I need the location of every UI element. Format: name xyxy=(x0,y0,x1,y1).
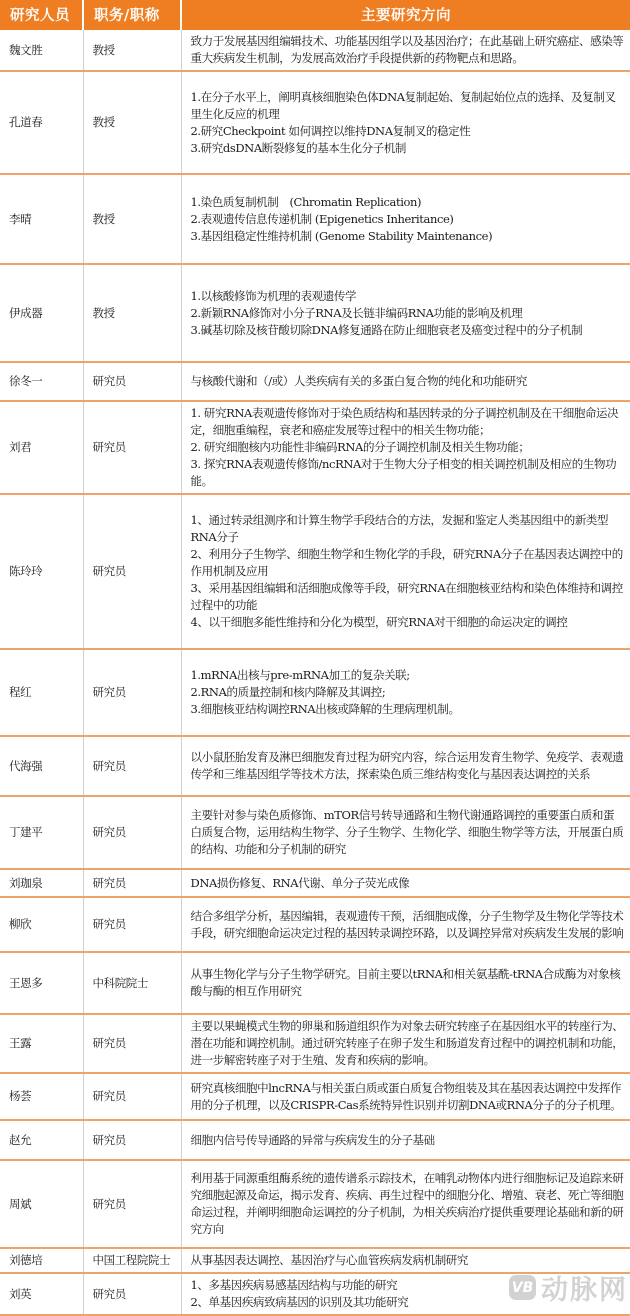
direction-line: 4、以干细胞多能性维持和分化为模型，研究RNA对干细胞的命运决定的调控 xyxy=(190,615,568,629)
researcher-name: 徐冬一 xyxy=(0,362,83,401)
research-direction-cell xyxy=(181,401,630,494)
table-row xyxy=(0,71,630,174)
researcher-title: 教授 xyxy=(83,174,181,264)
column-header-researcher: 研究人员 xyxy=(0,0,83,30)
researcher-name: 刘德培 xyxy=(0,1248,83,1273)
researcher-title: 研究员 xyxy=(83,401,181,494)
direction-line: 致力于发展基因组编辑技术、功能基因组学以及基因治疗；在此基础上研究癌症、感染等重大疾病发生机制，为发展高效治疗手段提供新的药物靶点和思路。 xyxy=(190,34,624,65)
direction-line: 细胞内信号传导通路的异常与疾病发生的分子基础 xyxy=(190,1132,435,1147)
table-row xyxy=(0,897,630,952)
researcher-title: 研究员 xyxy=(83,1014,181,1073)
researcher-title: 研究员 xyxy=(83,897,181,952)
researcher-title: 研究员 xyxy=(83,869,181,897)
direction-line: 3. 探究RNA表观遗传修饰/ncRNA对于生物大分子相变的相关调控机制及相应的生物功能。 xyxy=(190,457,617,488)
researcher-title: 研究员 xyxy=(83,736,181,796)
research-direction-cell xyxy=(181,649,630,736)
researcher-name: 魏文胜 xyxy=(0,30,83,71)
direction-line: 主要针对参与染色质修饰、mTOR信号转导通路和生物代谢通路调控的重要蛋白质和蛋白质复合物，运用结构生物学、分子生物学、生物化学、细胞生物学等方法，开展蛋白质的结构、功能和分子机制的研究 xyxy=(190,808,624,856)
researcher-title: 研究员 xyxy=(83,796,181,869)
direction-line: 2、利用分子生物学、细胞生物学和生物化学的手段，研究RNA分子在基因表达调控中的作用机制及应用 xyxy=(190,547,623,578)
table-row xyxy=(0,1073,630,1120)
research-direction-cell xyxy=(181,897,630,952)
researcher-name: 柳欣 xyxy=(0,897,83,952)
researcher-name: 程红 xyxy=(0,649,83,736)
direction-line: 3.细胞核亚结构调控RNA出核或降解的生理病理机制。 xyxy=(190,702,460,716)
researcher-name: 代海强 xyxy=(0,736,83,796)
research-direction-cell xyxy=(181,30,630,71)
table-row xyxy=(0,494,630,649)
table-row xyxy=(0,649,630,736)
researcher-title: 研究员 xyxy=(83,1073,181,1120)
direction-line: DNA损伤修复、RNA代谢、单分子荧光成像 xyxy=(190,875,410,890)
direction-line: 1. 研究RNA表观遗传修饰对于染色质结构和基因转录的分子调控机制及在干细胞命运决定，细胞重编程，衰老和癌症发展等过程中的相关生物功能； xyxy=(190,406,619,437)
researcher-name: 赵允 xyxy=(0,1120,83,1160)
researcher-name: 王恩多 xyxy=(0,952,83,1014)
table-row xyxy=(0,401,630,494)
direction-line: 1.mRNA出核与pre-mRNA加工的复杂关联; xyxy=(190,668,410,682)
researcher-name: 王露 xyxy=(0,1014,83,1073)
researcher-name: 刘英 xyxy=(0,1273,83,1315)
researcher-title: 中科院院士 xyxy=(83,952,181,1014)
table-row xyxy=(0,1160,630,1248)
researcher-title: 教授 xyxy=(83,71,181,174)
research-direction-cell xyxy=(181,1273,630,1315)
table-row xyxy=(0,1248,630,1273)
direction-line: 2、单基因疾病致病基因的识别及其功能研究 xyxy=(190,1295,409,1309)
research-direction-cell xyxy=(181,1014,630,1073)
researcher-name: 刘珈泉 xyxy=(0,869,83,897)
direction-line: 利用基于同源重组酶系统的遗传谱系示踪技术，在哺乳动物体内进行细胞标记及追踪来研究细胞起源及命运，揭示发育、疾病、再生过程中的细胞分化、增殖、衰老、死亡等细胞命运过程，并阐明细胞命运调控的分子机制，为相关疾病治疗提供重要理论基础和新的研究方向 xyxy=(190,1171,624,1236)
researcher-name: 杨荟 xyxy=(0,1073,83,1120)
researcher-name: 丁建平 xyxy=(0,796,83,869)
table-row xyxy=(0,736,630,796)
research-direction-cell xyxy=(181,71,630,174)
table-row xyxy=(0,264,630,362)
direction-line: 1.以核酸修饰为机理的表观遗传学 xyxy=(190,288,357,303)
table-header-row xyxy=(0,0,630,30)
researcher-title: 研究员 xyxy=(83,362,181,401)
researcher-name: 周斌 xyxy=(0,1160,83,1248)
research-direction-cell xyxy=(181,869,630,897)
researcher-name: 陈玲玲 xyxy=(0,494,83,649)
researcher-name: 伊成器 xyxy=(0,264,83,362)
table-row xyxy=(0,362,630,401)
researcher-title: 研究员 xyxy=(83,494,181,649)
researcher-title: 研究员 xyxy=(83,1120,181,1160)
direction-line: 与核酸代谢和（/或）人类疾病有关的多蛋白复合物的纯化和功能研究 xyxy=(190,374,527,388)
direction-line: 1.染色质复制机制 (Chromatin Replication) xyxy=(190,194,422,209)
column-header-main-direction: 主要研究方向 xyxy=(181,0,630,30)
research-direction-cell xyxy=(181,1120,630,1160)
research-direction-cell xyxy=(181,174,630,264)
direction-line: 1.在分子水平上，阐明真核细胞染色体DNA复制起始、复制起始位点的选择、及复制叉里生化反应的机理 xyxy=(190,89,616,121)
direction-line: 以小鼠胚胎发育及淋巴细胞发育过程为研究内容，综合运用发育生物学、免疫学、表观遗传学和三维基因组学等技术方法，探索染色质三维结构变化与基因表达调控的关系 xyxy=(190,750,624,781)
research-direction-cell xyxy=(181,736,630,796)
direction-line: 3.基因组稳定性维持机制 (Genome Stability Maintenance) xyxy=(190,228,493,243)
direction-line: 3.碱基切除及核苷酸切除DNA修复通路在防止细胞衰老及癌变过程中的分子机制 xyxy=(190,322,583,337)
research-direction-cell xyxy=(181,1073,630,1120)
direction-line: 结合多组学分析，基因编辑，表观遗传干预，活细胞成像，分子生物学及生物化学等技术手段，研究细胞命运决定过程的基因转录调控环路，以及调控异常对疾病发生发展的影响 xyxy=(190,908,624,940)
direction-line: 研究真核细胞中lncRNA与相关蛋白质或蛋白质复合物组装及其在基因表达调控中发挥作用的分子机理，以及CRISPR-Cas系统特异性识别并切割DNA或RNA分子的分子机理。 xyxy=(190,1080,622,1112)
table-row xyxy=(0,952,630,1014)
researcher-title: 教授 xyxy=(83,30,181,71)
direction-line: 从事基因表达调控、基因治疗与心血管疾病发病机制研究 xyxy=(190,1253,468,1267)
research-direction-cell xyxy=(181,1160,630,1248)
table-row xyxy=(0,1014,630,1073)
researcher-title: 研究员 xyxy=(83,1273,181,1315)
researcher-name: 孔道春 xyxy=(0,71,83,174)
direction-line: 2.表观遗传信息传递机制 (Epigenetics Inheritance) xyxy=(190,211,454,226)
researcher-title: 研究员 xyxy=(83,1160,181,1248)
table-row xyxy=(0,1273,630,1315)
research-direction-cell xyxy=(181,1248,630,1273)
research-direction-cell xyxy=(181,494,630,649)
research-direction-cell xyxy=(181,952,630,1014)
researcher-name: 刘君 xyxy=(0,401,83,494)
column-header-position: 职务/职称 xyxy=(83,0,181,30)
table-row xyxy=(0,796,630,869)
vcbeat-logo-icon: VB xyxy=(509,1275,536,1300)
direction-line: 2.新颖RNA修饰对小分子RNA及长链非编码RNA功能的影响及机理 xyxy=(190,305,523,320)
table-row xyxy=(0,174,630,264)
researcher-title: 研究员 xyxy=(83,649,181,736)
table-row xyxy=(0,30,630,71)
direction-line: 2.RNA的质量控制和核内降解及其调控; xyxy=(190,685,386,699)
direction-line: 1、通过转录组测序和计算生物学手段结合的方法，发掘和鉴定人类基因组中的新类型RNA分子 xyxy=(190,513,609,544)
table-row xyxy=(0,1120,630,1160)
researcher-name: 李晴 xyxy=(0,174,83,264)
direction-line: 2. 研究细胞核内功能性非编码RNA的分子调控机制及相关生物功能； xyxy=(190,440,530,454)
researcher-title: 中国工程院院士 xyxy=(83,1248,181,1273)
table-row xyxy=(0,869,630,897)
direction-line: 3.研究dsDNA断裂修复的基本生化分子机制 xyxy=(190,140,407,155)
researcher-title: 教授 xyxy=(83,264,181,362)
direction-line: 1、多基因疾病易感基因结构与功能的研究 xyxy=(190,1278,398,1292)
direction-line: 从事生物化学与分子生物学研究。目前主要以tRNA和相关氨基酰-tRNA合成酶为对象核酸与酶的相互作用研究 xyxy=(190,967,621,998)
direction-line: 主要以果蝇模式生物的卵巢和肠道组织作为对象去研究转座子在基因组水平的转座行为、潜在功能和调控机制。通过研究转座子在卵子发生和肠道发育过程中的调控机制和功能，进一步解密转座子对于生殖、发育和疾病的影响。 xyxy=(190,1019,624,1067)
research-direction-cell xyxy=(181,796,630,869)
research-direction-cell xyxy=(181,362,630,401)
direction-line: 2.研究Checkpoint 如何调控以维持DNA复制叉的稳定性 xyxy=(190,123,471,138)
direction-line: 3、采用基因组编辑和活细胞成像等手段，研究RNA在细胞核亚结构和染色体维持和调控过程中的功能 xyxy=(190,581,623,612)
research-direction-cell xyxy=(181,264,630,362)
vcbeat-watermark-text: 动脉网 xyxy=(541,1275,628,1306)
